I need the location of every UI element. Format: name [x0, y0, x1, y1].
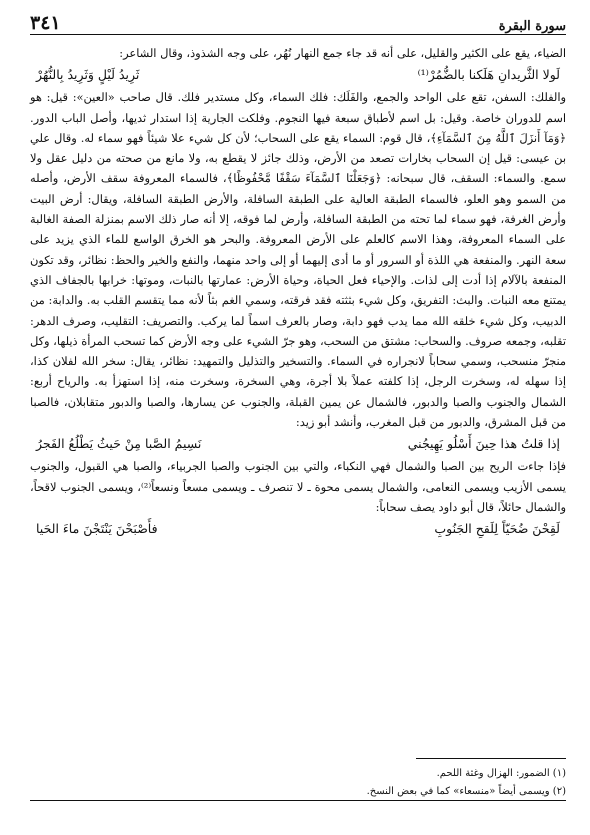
bottom-divider — [30, 800, 566, 801]
footnote-divider — [416, 758, 566, 759]
paragraph: الضياء، يقع على الكثير والقليل، على أنه قد جاء جمع النهار نُهُر، على وجه الشذوذ، وقال الشاعر: — [119, 46, 566, 60]
footnote: (١) الضمور: الهزال وغثة اللحم. — [436, 768, 566, 779]
poetry-verse — [30, 63, 566, 87]
poetry-verse — [30, 432, 566, 456]
footnote: (٢) ويسمى أيضاً «منسعاء» كما في بعض النسخ. — [366, 786, 566, 797]
poetry-verse — [30, 517, 566, 541]
page-header — [30, 8, 566, 35]
body-text — [30, 43, 566, 541]
verse-first-hemistich: إذا قلتُ هذا حِينَ أَسْلُو يَهِيجُني — [407, 436, 560, 452]
verse-second-hemistich: فأَصْبَحْنَ يَنْتَجْنَ ماءَ الحَيا — [36, 521, 158, 537]
footnotes — [30, 758, 566, 801]
surah-title: سورة البقرة — [498, 19, 566, 34]
paragraph: فإذا جاءت الريح بين الصبا والشمال فهي النكباء، والتي بين الجنوب والصبا الجربياء، والصبا هي القبول، والجنوب يسمى الأزيب ويسمى النعامى، والشمال يسمى محوة ـ لا تنصرف ـ ويسمى مسعاً ونسعاً⁽²⁾، ويسمى الجنوب لاقحاً، والشمال حائلاً، قال أبو داود يصف سحاباً: — [30, 459, 566, 514]
verse-first-hemistich: لَولا الثَّريدانِ هَلَكنا بالضُّمُرْ⁽¹⁾ — [417, 67, 560, 83]
verse-first-hemistich: لَقِحْنَ ضُحَيّاً لِلَقحِ الجَنُوبِ — [434, 521, 560, 537]
paragraph: والفلك: السفن، تقع على الواحد والجمع، والفَلَك: فلك السماء، وكل مستدير فلك. قال صاحب «العين»: قيل: هو اسم للدوران خاصة. وقيل: بل اسم لأطباق سبعة فيها النجوم. وفلكت الجارية إذا استدار ثديها، وأصل الباب الدور. ﴿وَمَآ أَنزَلَ ٱللَّهُ مِنَ ٱلسَّمَآءِ﴾، قال قوم: السماء يقع على السحاب؛ لأن كل شيء علا شيئاً فهو سماء له. وقال علي بن عيسى: قيل إن السحاب بخارات تصعد من الأرض، وذلك جائز لا يقطع به، ولا مانع من صحته من دليل عقل ولا سمع. والسماء: السقف، قال سبحانه: ﴿وَجَعَلْنَا ٱلسَّمَآءَ سَقْفًا مَّحْفُوظًا﴾، فالسماء المعروفة سقف الأرض، وأصله من السمو وهو العلو، فالسماء الطبقة العالية على الطبقة السافلة، والأرض الطبقة السافلة، ويقال: أرض البيت وأرض الغرفة، فهو سماء لما تحته من الطبقة السافلة، وأرض لما فوقه، إلا أنه صار ذلك الاسم بمنزلة الصفة الغالبة على السماء المعروفة، وهذا الاسم كالعلم على الأرض المعروفة. والبحر هو الخرق الواسع للماء الذي يزيد على سعة النهر. والمنفعة هي اللذة أو السرور أو ما أدى إليهما أو إلى واحد منهما، والنفع والخير والحظ: نظائر، وقد تكون المنفعة بالآلام إذا أدت إلى لذات. والإحياء فعل الحياة، وحياة الأرض: عمارتها بالنبات، وموتها: خرابها بالجفاف الذي يمتنع معه النبات. والبث: التفريق، وكل شيء بثثته فقد فرقته، وسمي الغم بثاً لأنه مما يتقسم القلب به. والدابة: من الدبيب، وكل شيء خلقه الله مما يدب فهو دابة، وصار بالعرف اسماً لما يركب. والتصريف: التقليب، وصرف الدهر: تقلبه، وجمعه صروف. والسحاب: مشتق من السحب، وهو جرّ الشيء على وجه الأرض كما تسحب المرأة ذيلها، وكل منجرّ منسحب، وسمي سحاباً لانجراره في السماء. والتسخير والتذليل والتمهيد: نظائر، يقال: سخر الله لفلان كذا، إذا سهله له، وسخرت الرجل، إذا كلفته عملاً بلا أجرة، وهي السخرة، وسخرت منه، إذا استهزأ به. والرياح أربع: الشمال والجنوب والصبا والدبور، فالشمال عن يمين القبلة، والجنوب عن يسارها، والصبا والدبور متقابلان، فالصبا من قبل المشرق، والدبور من قبل المغرب، وأنشد أبو زيد: — [30, 90, 566, 430]
page-number: ٣٤١ — [30, 12, 61, 34]
verse-second-hemistich: نَسِيمُ الصَّبا مِنْ حَيثُ يَطْلُعُ الفَجرُ — [36, 436, 202, 452]
verse-second-hemistich: ثَرِيدُ لَيْلٍ وَثَرِيدُ بِالنُّهُرْ — [36, 67, 140, 83]
